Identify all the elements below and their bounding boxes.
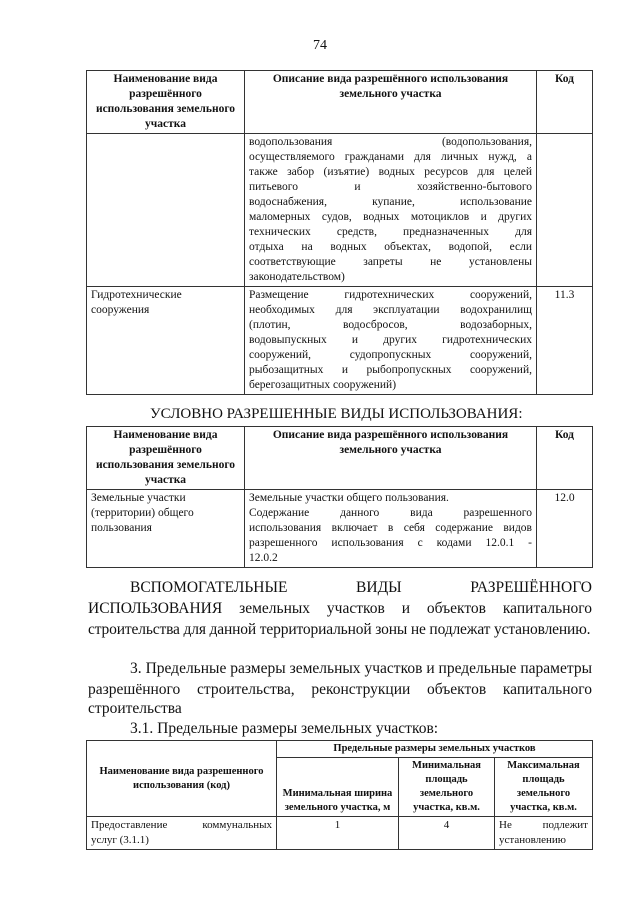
- header-max-area: Максимальная площадь земельного участка, кв.м.: [495, 758, 593, 817]
- table-row: [87, 287, 593, 395]
- page-number: 74: [313, 38, 327, 53]
- table-header-row: [87, 741, 593, 758]
- header-name: Наименование вида разрешённого использования земельного участка: [87, 427, 245, 490]
- row-description: Земельные участки общего пользования. Содержание данного вида разрешенного использования включает в себя содержание видов разрешенного использования с кодами 12.0.1 - 12.0.2: [245, 490, 537, 568]
- auxiliary-line-1: ВСПОМОГАТЕЛЬНЫЕ ВИДЫ РАЗРЕШЁННОГО: [130, 579, 592, 596]
- header-group: Предельные размеры земельных участков: [277, 741, 593, 758]
- table-row: [87, 490, 593, 568]
- row-description: водопользования (водопользования, осуществляемого гражданами для личных нужд, а также забор (изъятие) водных ресурсов для целей питьевого и хозяйственно-бытового водоснабжения, купание, использование маломерных судов, водных мотоциклов и других технических средств, предназначенных для отдыха на водных объектах, водопой, если соответствующие запреты не установлены законодательством): [245, 134, 537, 287]
- header-code: Код: [537, 427, 593, 490]
- header-min-width: Минимальная ширина земельного участка, м: [277, 758, 399, 817]
- header-name: Наименование вида разрешённого использования земельного участка: [87, 71, 245, 134]
- table-permitted-uses: [86, 70, 593, 395]
- row-name: [87, 134, 245, 287]
- row-min-area: 4: [399, 817, 495, 850]
- auxiliary-line-3: строительства для данной территориальной зоны не подлежат установлению.: [88, 621, 591, 638]
- auxiliary-line-2: ИСПОЛЬЗОВАНИЯ земельных участков и объектов капитального: [88, 600, 592, 617]
- para3-line-2: разрешённого строительства, реконструкции объектов капитального: [88, 681, 592, 698]
- row-min-width: 1: [277, 817, 399, 850]
- row-code: [537, 134, 593, 287]
- header-description: Описание вида разрешённого использования земельного участка: [245, 71, 537, 134]
- table-row: [87, 817, 593, 850]
- para3-line-3: строительства: [88, 700, 182, 717]
- para3-line-1: 3. Предельные размеры земельных участков и предельные параметры: [130, 660, 592, 677]
- row-name: Гидротехнические сооружения: [87, 287, 245, 395]
- row-description: Размещение гидротехнических сооружений, необходимых для эксплуатации водохранилищ (плотин, водосбросов, водозаборных, водовыпускных и других гидротехнических сооружений, судопропускных сооружений, рыбозащитных и рыбопропускных сооружений, берегозащитных сооружений): [245, 287, 537, 395]
- row-name: Земельные участки (территории) общего пользования: [87, 490, 245, 568]
- row-code: 12.0: [537, 490, 593, 568]
- header-min-area: Минимальная площадь земельного участка, кв.м.: [399, 758, 495, 817]
- header-code: Код: [537, 71, 593, 134]
- table-row: [87, 134, 593, 287]
- row-code: 11.3: [537, 287, 593, 395]
- table-conditional-uses: [86, 426, 593, 568]
- table-header-row: [87, 71, 593, 134]
- row-name: Предоставление коммунальных услуг (3.1.1): [87, 817, 277, 850]
- header-name: Наименование вида разрешенного использования (код): [87, 741, 277, 817]
- row-max-area: Не подлежит установлению: [495, 817, 593, 850]
- table-header-row: [87, 427, 593, 490]
- conditional-uses-heading: УСЛОВНО РАЗРЕШЕННЫЕ ВИДЫ ИСПОЛЬЗОВАНИЯ:: [150, 406, 523, 422]
- table-plot-sizes: [86, 740, 593, 850]
- para31-heading: 3.1. Предельные размеры земельных участков:: [130, 720, 439, 737]
- header-description: Описание вида разрешённого использования земельного участка: [245, 427, 537, 490]
